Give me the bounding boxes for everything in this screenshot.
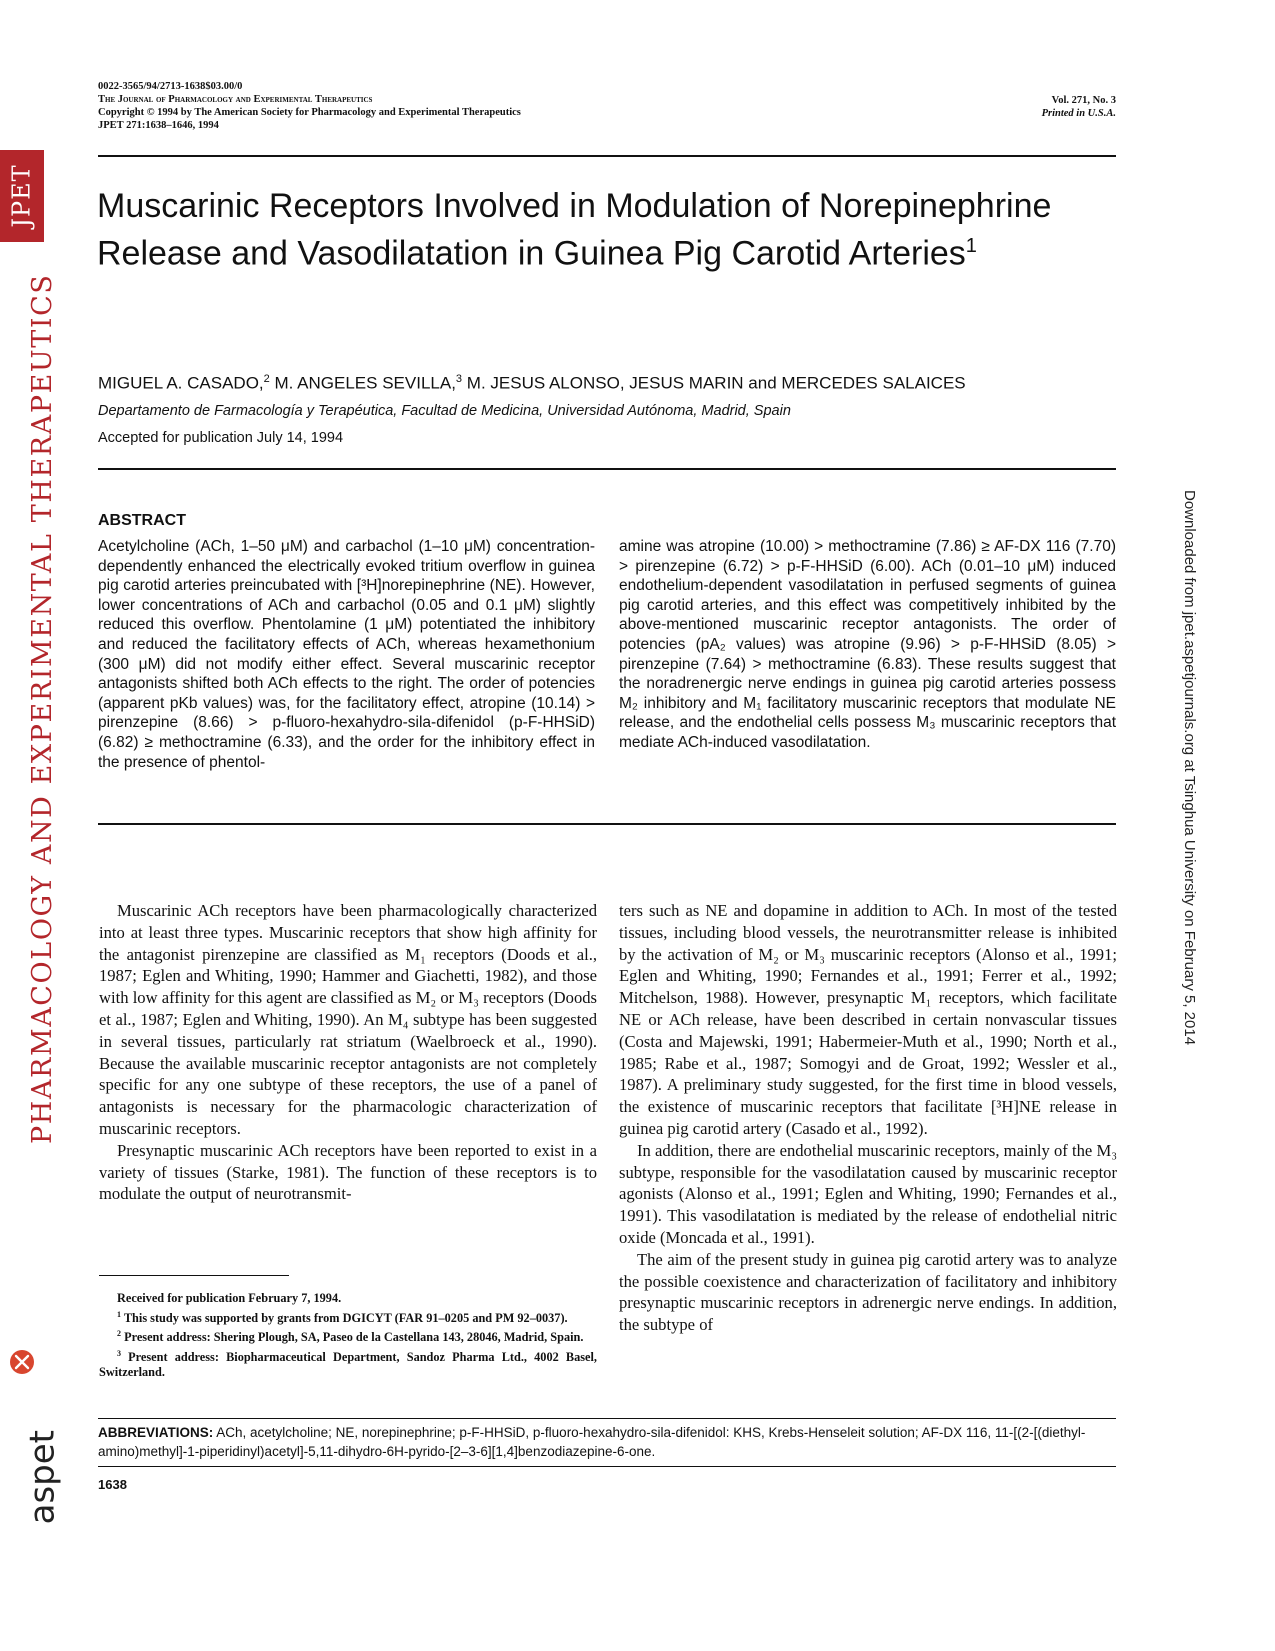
article-title-text: Muscarinic Receptors Involved in Modulation of Norepinephrine Release and Vasodilatation in Guinea Pig Carotid Arteries [97,187,1052,273]
footnote-text: This study was supported by grants from DGICYT (FAR 91–0205 and PM 92–0037). [123,1310,568,1325]
abbreviations-rule-top [98,1418,1116,1419]
header-rule [98,155,1116,157]
footnotes [99,1291,597,1381]
journal-name: PHARMACOLOGY AND EXPERIMENTAL THERAPEUTICS [26,273,58,1144]
footnote-mark: 2 [117,1329,121,1339]
footnote-mark: 1 [117,1309,121,1319]
author-conjunction: and [748,373,777,393]
journal-line: The Journal of Pharmacology and Experimental Therapeutics [98,94,373,105]
title-rule [98,468,1116,470]
aspet-burst-icon [8,1348,36,1376]
author-name: M. ANGELES SEVILLA, [274,373,456,393]
printed-line: Printed in U.S.A. [1041,108,1116,119]
download-note-text: Downloaded from jpet.aspetjournals.org at Tsinghua University on February 5, 2014 [1181,490,1198,1046]
aspet-logo-text: aspet [22,1430,62,1525]
body-paragraph: Presynaptic muscarinic ACh receptors have been reported to exist in a variety of tissues (Starke, 1981). The function of these receptors is to modulate the output of neurotransmit- [99,1140,597,1204]
aspet-logo [0,1330,62,1525]
abstract-left-column: Acetylcholine (ACh, 1–50 μM) and carbachol (1–10 μM) concentration-dependently enhanced the electrically evoked tritium overflow in guinea pig carotid arteries preincubated with [³H]norepinephrine (NE). However, lower concentrations of ACh and carbachol (0.05 and 0.1 μM) slightly reduced this overflow. Phentolamine (1 μM) potentiated the inhibitory and reduced the facilitatory effects of ACh, whereas hexamethonium (300 μM) did not modify either effect. Several muscarinic receptor antagonists shifted both ACh effects to the right. The order of potencies (apparent pKb values) was, for the facilitatory effect, atropine (10.14) > pirenzepine (8.66) > p-fluoro-hexahydro-sila-difenidol (p-F-HHSiD) (6.82) ≥ methoctramine (6.33), and the order for the inhibitory effect in the presence of phentol- [98,538,595,771]
journal-header [98,80,1116,132]
footnote [99,1326,597,1346]
author-name: MIGUEL A. CASADO, [98,373,264,393]
author-name: M. JESUS ALONSO, JESUS MARIN [466,373,744,393]
body-paragraph: ters such as NE and dopamine in addition to ACh. In most of the tested tissues, including blood vessels, the neurotransmitter release is inhibited by the activation of M₂ or M₃ muscarinic receptors (Alonso et al., 1991; Eglen and Whiting, 1990; Fernandes et al., 1991; Ferrer et al., 1992; Mitchelson, 1988). However, presynaptic M₁ receptors, which facilitate NE or ACh release, have been described in certain nonvascular tissues (Costa and Majewski, 1991; Habermeier-Muth et al., 1990; North et al., 1985; Rabe et al., 1987; Somogyi and de Groat, 1992; Wessler et al., 1987). A preliminary study suggested, for the first time in blood vessels, the existence of muscarinic receptors that facilitate [³H]NE release in guinea pig carotid artery (Casado et al., 1992). [619,901,1117,1138]
journal-sidebar [0,150,62,1525]
jpet-badge [0,150,44,242]
footnote [99,1307,597,1327]
abstract-right-column: amine was atropine (10.00) > methoctramine (7.86) ≥ AF-DX 116 (7.70) > pirenzepine (6.72) > p-F-HHSiD (6.00). ACh (0.01–10 μM) induced endothelium-dependent vasodilatation in perfused segments of guinea pig carotid arteries, and this effect was competitively inhibited by the above-mentioned muscarinic receptor antagonists. The order of potencies (pA₂ values) was atropine (9.96) > p-F-HHSiD (8.05) > pirenzepine (7.64) > methoctramine (6.83). These results suggest that the noradrenergic nerve endings in guinea pig carotid arteries possess M₂ inhibitory and M₁ facilitatory muscarinic receptors that modulate NE release, and the endothelial cells possess M₃ muscarinic receptors that mediate ACh-induced vasodilatation. [619,538,1116,751]
citation-line: JPET 271:1638–1646, 1994 [98,120,219,131]
abbreviations-text: ACh, acetylcholine; NE, norepinephrine; p-F-HHSiD, p-fluoro-hexahydro-sila-difenidol: KHS, Krebs-Henseleit solution; AF-DX 116, 11-[(2-[(diethyl-amino)methyl]-1-piperidinyl)acetyl]-5,11-dihydro-6H-pyrido-[2–3-6][1,4]benzodiazepine-6-one. [98,1425,1086,1459]
footnote [99,1346,597,1381]
body-left-column [99,900,597,1205]
footnote-rule [99,1275,289,1276]
abbreviations-label: ABBREVIATIONS: [98,1425,214,1440]
body-right-column [619,900,1117,1336]
abstract-rule [98,823,1116,825]
abstract-heading: ABSTRACT [98,512,186,529]
footnote-mark: 3 [117,1348,121,1358]
volume-line: Vol. 271, No. 3 [1051,95,1116,106]
page-number: 1638 [98,1477,127,1492]
abbreviations [98,1423,1118,1461]
author-mark: 3 [455,373,463,385]
title-footnote-mark: 1 [965,235,977,257]
footnote-received [99,1291,597,1307]
abbreviations-rule-bottom [98,1466,1116,1467]
jpet-label: JPET [8,164,37,228]
footnote-text: Present address: Shering Plough, SA, Paseo de la Castellana 143, 28046, Madrid, Spain. [124,1330,584,1345]
author-list [98,373,966,394]
affiliation: Departamento de Farmacología y Terapéutica, Facultad de Medicina, Universidad Autónoma, Madrid, Spain [98,403,791,419]
author-name: MERCEDES SALAICES [781,373,966,393]
article-title [97,186,1097,273]
footnote-text: Received for publication February 7, 1994. [117,1291,342,1305]
footnote-text: Present address: Biopharmaceutical Department, Sandoz Pharma Ltd., 4002 Basel, Switzerland. [99,1349,597,1380]
body-paragraph: The aim of the present study in guinea pig carotid artery was to analyze the possible coexistence and characterization of facilitatory and inhibitory presynaptic muscarinic receptors in adrenergic nerve endings. In addition, the subtype of [619,1249,1117,1335]
issn-line: 0022-3565/94/2713-1638$03.00/0 [98,81,243,92]
body-paragraph: In addition, there are endothelial muscarinic receptors, mainly of the M₃ subtype, responsible for the vasodilatation caused by muscarinic receptor agonists (Alonso et al., 1991; Eglen and Whiting, 1990; Fernandes et al., 1991). This vasodilatation is mediated by the release of endothelial nitric oxide (Moncada et al., 1991). [619,1140,1117,1247]
author-mark: 2 [263,373,270,385]
body-paragraph: Muscarinic ACh receptors have been pharmacologically characterized into at least three types. Muscarinic receptors that show high affinity for the antagonist pirenzepine are classified as M₁ receptors (Doods et al., 1987; Eglen and Whiting, 1990; Hammer and Giachetti, 1982), and those with low affinity for this agent are classified as M₂ or M₃ receptors (Doods et al., 1987; Eglen and Whiting, 1990). An M₄ subtype has been suggested in several tissues, particularly rat striatum (Waelbroeck et al., 1990). Because the available muscarinic receptor antagonists are not completely specific for any one subtype of these receptors, the use of a panel of antagonists is necessary for the pharmacologic characterization of muscarinic receptors. [99,901,597,1138]
accepted-date: Accepted for publication July 14, 1994 [98,430,344,446]
copyright-line: Copyright © 1994 by The American Society for Pharmacology and Experimental Therapeutics [98,107,521,118]
